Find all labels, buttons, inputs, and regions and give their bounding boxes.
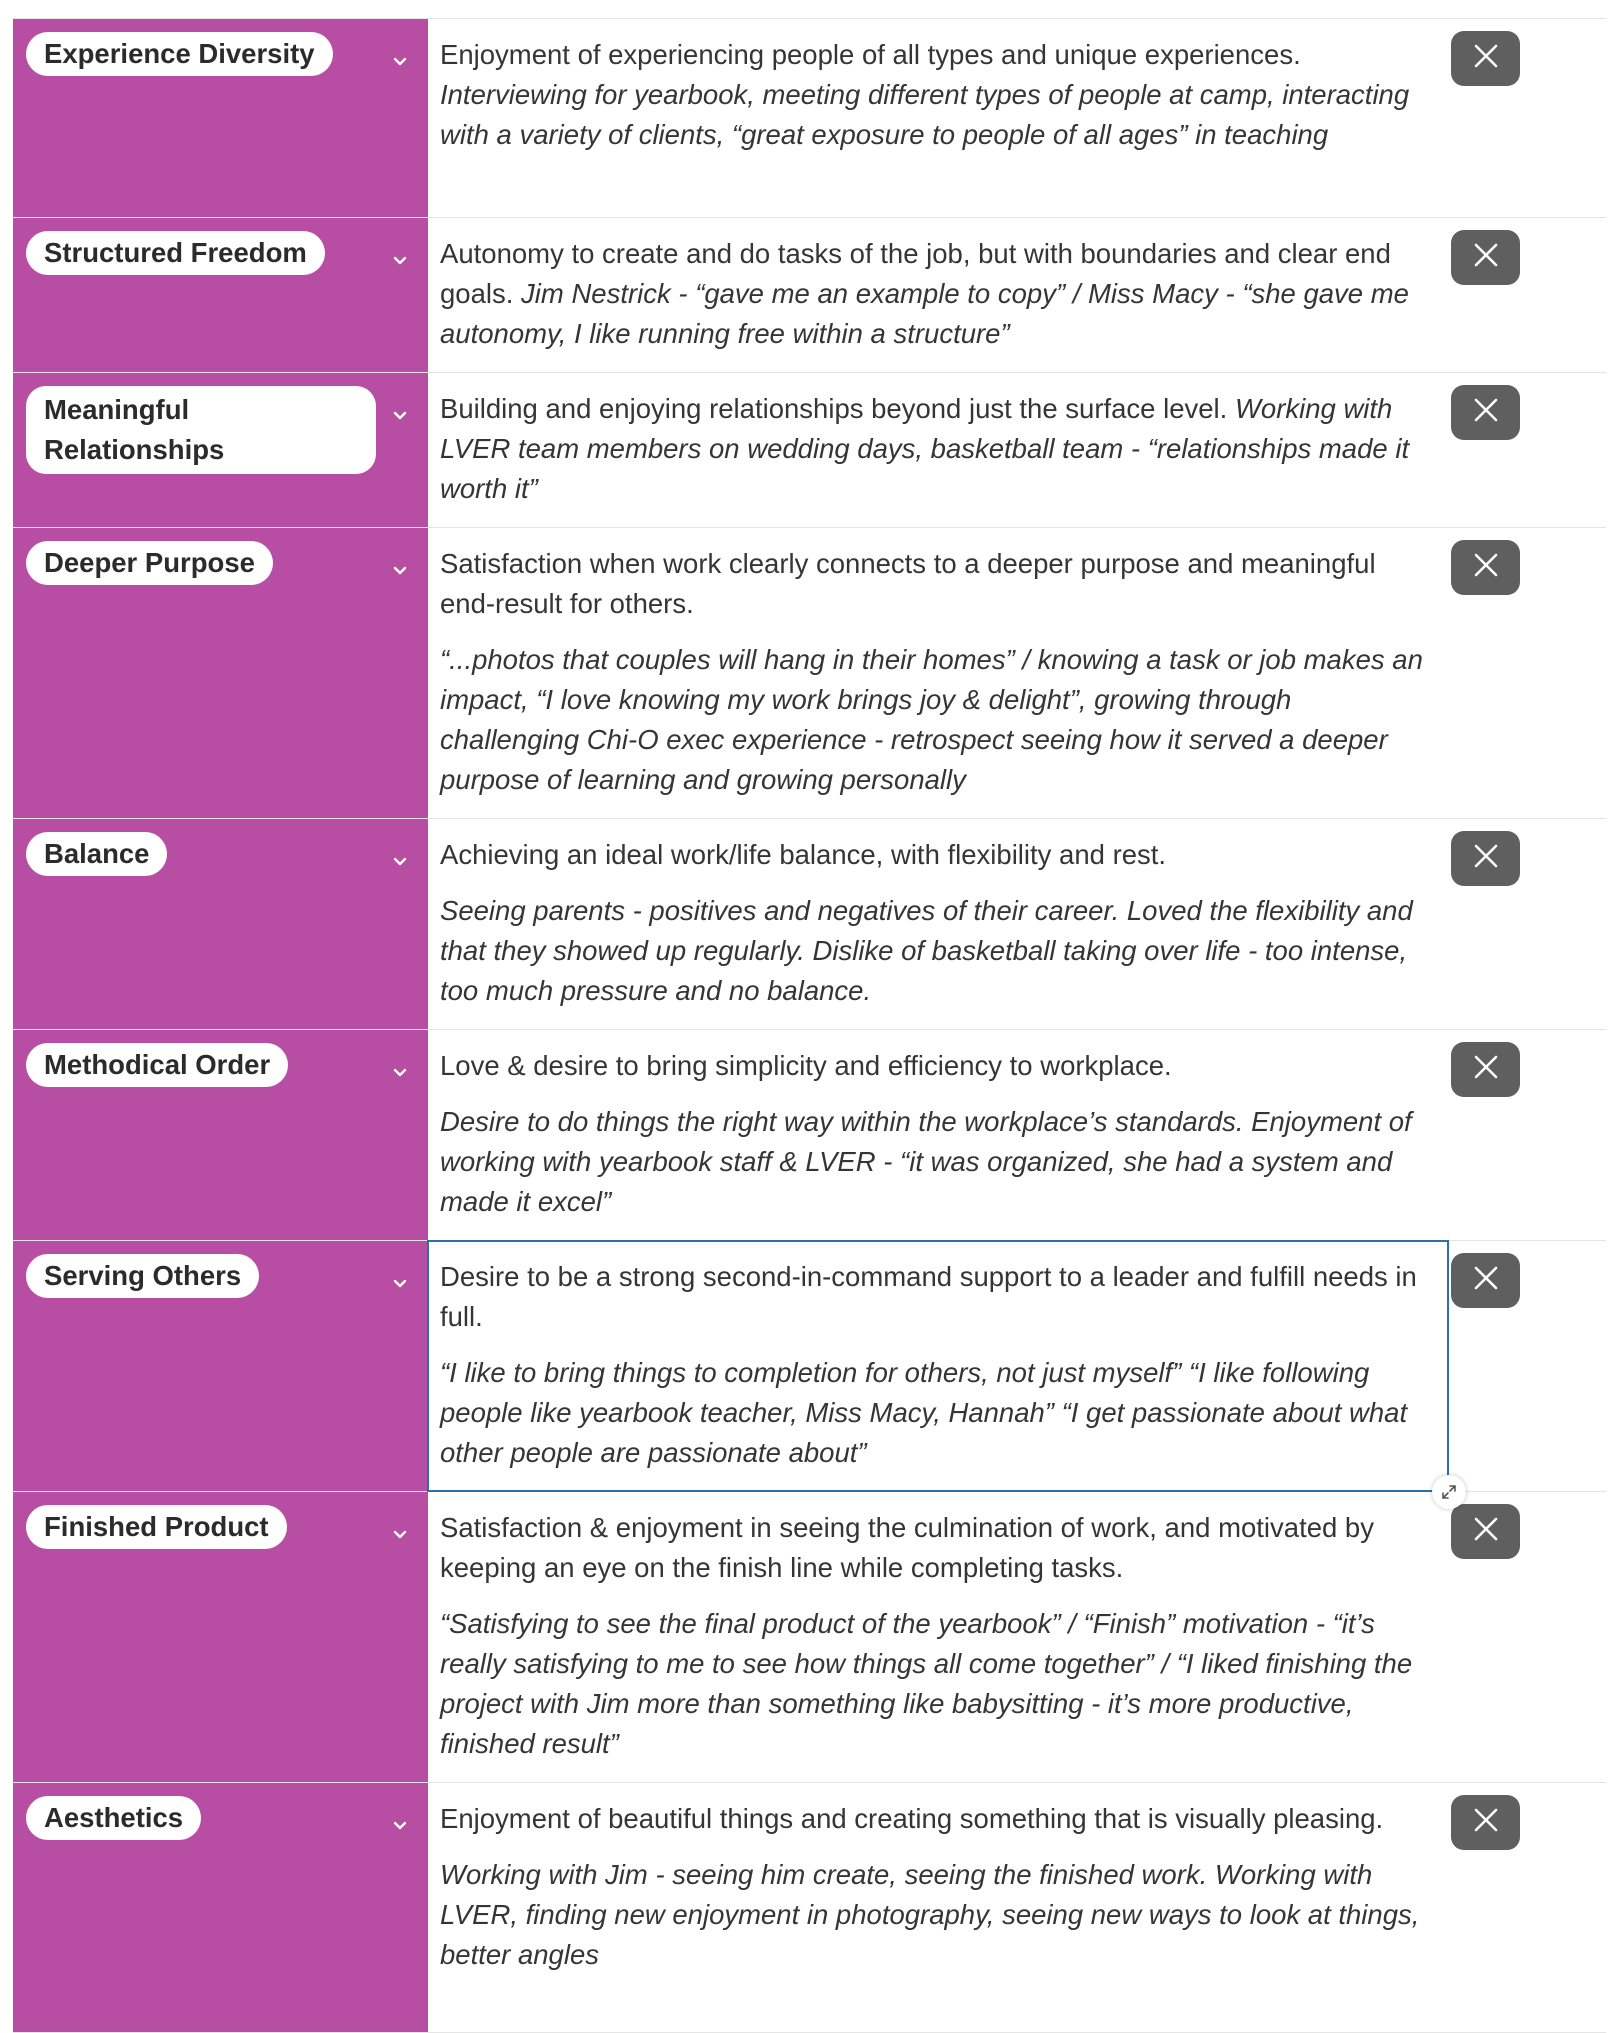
action-cell (1448, 819, 1606, 1029)
action-cell (1448, 1492, 1606, 1782)
close-icon (1473, 43, 1499, 74)
close-icon (1473, 843, 1499, 874)
category-cell (13, 528, 428, 818)
table-row (13, 1783, 1606, 2033)
example-text: Jim Nestrick - “gave me an example to copy” / Miss Macy - “she gave me autonomy, I like running free within a structure” (440, 278, 1409, 349)
definition-text: Building and enjoying relationships beyond just the surface level. (440, 393, 1228, 424)
description-cell[interactable] (428, 19, 1448, 217)
example-text: Working with Jim - seeing him create, seeing the finished work. Working with LVER, finding new enjoyment in photography, seeing new ways to look at things, better angles (440, 1859, 1420, 1970)
chevron-down-icon[interactable] (390, 55, 410, 69)
table-row (13, 1241, 1606, 1492)
category-cell (13, 819, 428, 1029)
action-cell (1448, 1030, 1606, 1240)
chevron-down-icon[interactable] (390, 855, 410, 869)
description-cell[interactable] (428, 528, 1448, 818)
expand-icon[interactable] (1432, 1475, 1466, 1509)
category-cell (13, 19, 428, 217)
definition-text: Enjoyment of experiencing people of all types and unique experiences. (440, 39, 1301, 70)
chevron-down-icon[interactable] (390, 1066, 410, 1080)
category-cell (13, 1492, 428, 1782)
category-tag[interactable]: Finished Product (26, 1505, 287, 1549)
category-cell (13, 218, 428, 372)
remove-button[interactable] (1451, 230, 1520, 285)
close-icon (1473, 1807, 1499, 1838)
table-row (13, 819, 1606, 1030)
description-cell[interactable] (428, 218, 1448, 372)
chevron-down-icon[interactable] (390, 1819, 410, 1833)
action-cell (1448, 1783, 1606, 2032)
remove-button[interactable] (1451, 385, 1520, 440)
remove-button[interactable] (1451, 1504, 1520, 1559)
definition-text: Love & desire to bring simplicity and efficiency to workplace. (440, 1050, 1172, 1081)
remove-button[interactable] (1451, 1042, 1520, 1097)
category-tag[interactable]: Experience Diversity (26, 32, 333, 76)
remove-button[interactable] (1451, 540, 1520, 595)
example-text: Interviewing for yearbook, meeting different types of people at camp, interacting with a variety of clients, “great exposure to people of all ages” in teaching (440, 79, 1410, 150)
action-cell (1448, 1241, 1606, 1491)
category-cell (13, 1030, 428, 1240)
description-cell[interactable] (428, 1783, 1448, 2032)
remove-button[interactable] (1451, 31, 1520, 86)
example-text: Desire to do things the right way within the workplace’s standards. Enjoyment of working with yearbook staff & LVER - “it was organized, she had a system and made it excel” (440, 1106, 1412, 1217)
remove-button[interactable] (1451, 831, 1520, 886)
table-row (13, 218, 1606, 373)
remove-button[interactable] (1451, 1795, 1520, 1850)
definition-text: Satisfaction & enjoyment in seeing the culmination of work, and motivated by keeping an eye on the finish line while completing tasks. (440, 1512, 1374, 1583)
description-cell[interactable] (428, 373, 1448, 527)
close-icon (1473, 552, 1499, 583)
category-tag[interactable]: Methodical Order (26, 1043, 288, 1087)
close-icon (1473, 242, 1499, 273)
action-cell (1448, 19, 1606, 217)
action-cell (1448, 373, 1606, 527)
example-text: Seeing parents - positives and negatives of their career. Loved the flexibility and that they showed up regularly. Dislike of basketball taking over life - too intense, too much pressure and no balance. (440, 895, 1413, 1006)
chevron-down-icon[interactable] (390, 564, 410, 578)
category-cell (13, 1241, 428, 1491)
remove-button[interactable] (1451, 1253, 1520, 1308)
example-text: Working with LVER team members on wedding days, basketball team - “relationships made it worth it” (440, 393, 1410, 504)
category-tag[interactable]: Serving Others (26, 1254, 259, 1298)
chevron-down-icon[interactable] (390, 254, 410, 268)
chevron-down-icon[interactable] (390, 1277, 410, 1291)
table-row (13, 1030, 1606, 1241)
category-tag[interactable]: Deeper Purpose (26, 541, 273, 585)
chevron-down-icon[interactable] (390, 1528, 410, 1542)
close-icon (1473, 1054, 1499, 1085)
action-cell (1448, 528, 1606, 818)
category-tag[interactable]: Balance (26, 832, 167, 876)
example-text: “...photos that couples will hang in their homes” / knowing a task or job makes an impact, “I love knowing my work brings joy & delight”, growing through challenging Chi-O exec experience - retrospect seeing how it served a deeper purpose of learning and growing personally (440, 644, 1423, 795)
close-icon (1473, 397, 1499, 428)
category-cell (13, 373, 428, 527)
description-cell[interactable] (428, 1492, 1448, 1782)
definition-text: Satisfaction when work clearly connects to a deeper purpose and meaningful end-result for others. (440, 548, 1376, 619)
values-table (13, 18, 1606, 2033)
table-row (13, 1492, 1606, 1783)
close-icon (1473, 1265, 1499, 1296)
description-cell[interactable] (428, 819, 1448, 1029)
close-icon (1473, 1516, 1499, 1547)
table-row (13, 19, 1606, 218)
category-tag[interactable]: Aesthetics (26, 1796, 201, 1840)
category-cell (13, 1783, 428, 2032)
definition-text: Desire to be a strong second-in-command support to a leader and fulfill needs in full. (440, 1261, 1417, 1332)
example-text: “Satisfying to see the final product of the yearbook” / “Finish” motivation - “it’s really satisfying to me to see how things all come together” / “I liked finishing the project with Jim more than something like babysitting - it’s more productive, finished result” (440, 1608, 1413, 1759)
description-cell-active[interactable] (428, 1241, 1448, 1491)
table-row (13, 373, 1606, 528)
category-tag[interactable]: Meaningful Relationships (26, 386, 376, 474)
category-tag[interactable]: Structured Freedom (26, 231, 325, 275)
chevron-down-icon[interactable] (390, 409, 410, 423)
action-cell (1448, 218, 1606, 372)
table-row (13, 528, 1606, 819)
definition-text: Autonomy to create and do tasks of the job, but with boundaries and clear end goals. (440, 238, 1391, 309)
definition-text: Enjoyment of beautiful things and creating something that is visually pleasing. (440, 1803, 1384, 1834)
description-cell[interactable] (428, 1030, 1448, 1240)
definition-text: Achieving an ideal work/life balance, with flexibility and rest. (440, 839, 1167, 870)
example-text: “I like to bring things to completion for others, not just myself” “I like following people like yearbook teacher, Miss Macy, Hannah” “I get passionate about what other people are passionate about” (440, 1357, 1408, 1468)
